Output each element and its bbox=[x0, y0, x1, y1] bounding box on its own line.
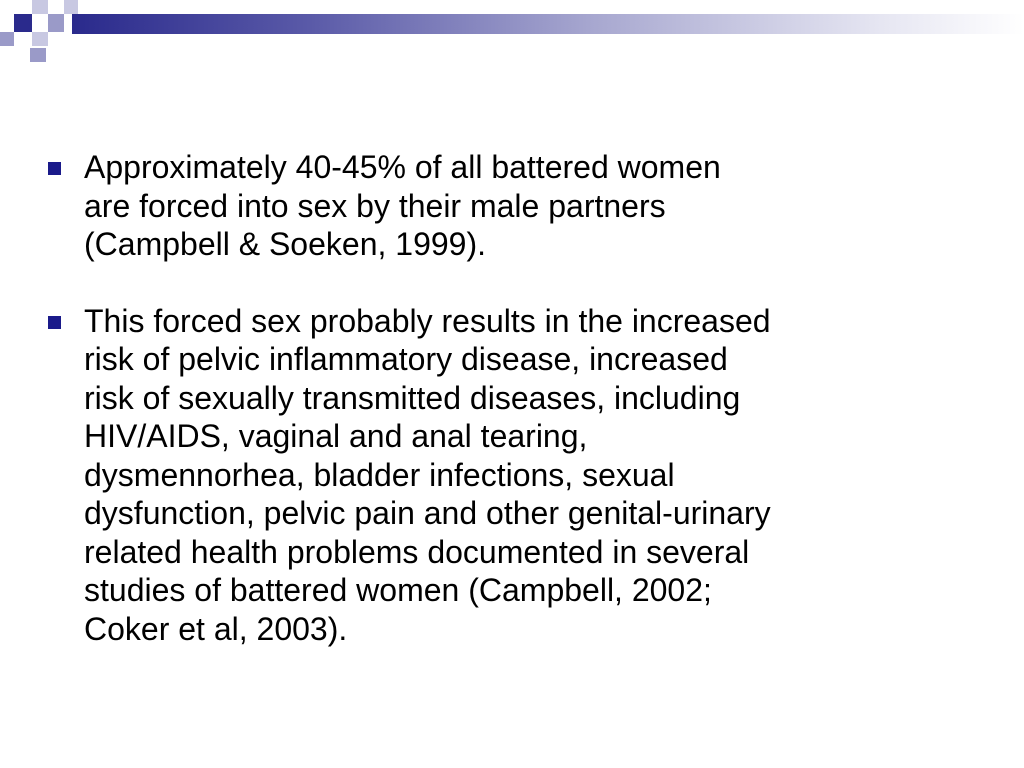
list-item bbox=[44, 148, 964, 264]
header-square-icon bbox=[64, 0, 78, 14]
header-square-icon bbox=[48, 14, 64, 32]
header-square-icon bbox=[32, 32, 48, 46]
square-bullet-icon bbox=[48, 162, 61, 175]
square-bullet-icon bbox=[48, 316, 61, 329]
bullet-text: Approximately 40-45% of all battered women are forced into sex by their male partners (Campbell & Soeken, 1999). bbox=[84, 149, 721, 262]
header-square-icon bbox=[30, 48, 46, 62]
list-item bbox=[44, 302, 964, 649]
bullet-list bbox=[44, 148, 964, 686]
header-square-icon bbox=[14, 14, 32, 32]
header-square-icon bbox=[0, 32, 14, 46]
header-gradient-bar bbox=[72, 14, 1024, 34]
header-square-icon bbox=[32, 0, 48, 14]
bullet-text: This forced sex probably results in the increased risk of pelvic inflammatory disease, increased risk of sexually transmitted diseases, including HIV/AIDS, vaginal and anal tearing, dysmennorhea, bladder infections, sexual dysfunction, pelvic pain and other genital-urinary related health problems documented in several studies of battered women (Campbell, 2002; Coker et al, 2003). bbox=[84, 302, 771, 647]
